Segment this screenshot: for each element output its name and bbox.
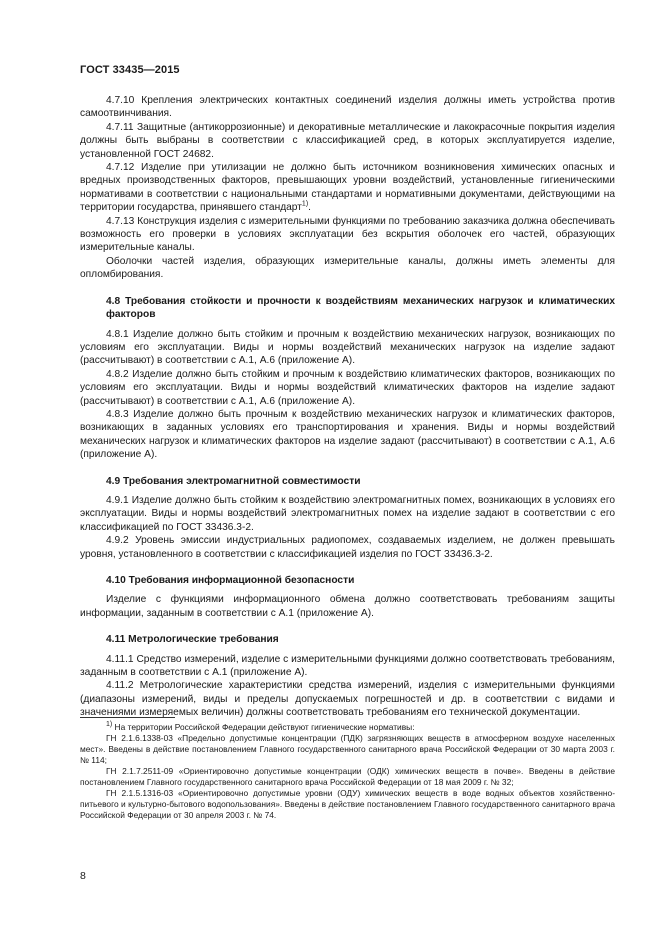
- paragraph-4-8-3: 4.8.3 Изделие должно быть прочным к воздействию механических нагрузок и климатических факторов, возникающих в заданных условиях его транспортирования и хранения. Виды и нормы воздействий механических нагрузок и климатических факторов на изделие задают (рассчитывают) в соответствии с А.1, А.6 (приложение А).: [80, 408, 615, 461]
- paragraph-4-10: Изделие с функциями информационного обмена должно соответствовать требованиям защиты информации, заданным в соответствии с А.1 (приложение А).: [80, 594, 615, 619]
- page-header-doc-id: ГОСТ 33435—2015: [80, 64, 180, 76]
- paragraph-4-9-1: 4.9.1 Изделие должно быть стойким к воздействию электромагнитных помех, возникающих в условиях его эксплуатации. Виды и нормы воздействий электромагнитных помех на изделие задают в соответствии с его классификацией по ГОСТ 33436.3-2.: [80, 494, 615, 533]
- section-heading-4-9: 4.9 Требования электромагнитной совместимости: [106, 475, 361, 487]
- main-content: [80, 94, 615, 720]
- paragraph-4-7-13: 4.7.13 Конструкция изделия с измерительными функциями по требованию заказчика должна обеспечивать возможность его проверки в условиях эксплуатации без вскрытия оболочек его частей, образующих измерительные каналы.: [80, 215, 615, 254]
- paragraph-4-11-1: 4.11.1 Средство измерений, изделие с измерительными функциями должно соответствовать требованиям, заданным в соответствии с А.1 (приложение А).: [80, 653, 615, 679]
- paragraph-4-8-2: 4.8.2 Изделие должно быть стойким и прочным к воздействию климатических факторов, возникающих по условиям его эксплуатации. Виды и нормы воздействий климатических факторов на изделие задают (рассчитывают) в соответствии с А.1, А.6 (приложение А).: [80, 368, 615, 407]
- footnote-gn-2-1-5-1316-03: ГН 2.1.5.1316-03 «Ориентировочно допустимые уровни (ОДУ) химических веществ в воде водных объектов хозяйственно-питьевого и культурно-бытового водопользования». Введены в действие постановлением Главного государственного санитарного врача Российской Федерации от 30 апреля 2003 г. № 74.: [80, 788, 615, 820]
- paragraph-4-7-11: 4.7.11 Защитные (антикоррозионные) и декоративные металлические и лакокрасочные покрытия изделия должны быть выбраны в соответствии с классификацией сред, в которых эксплуатируется изделие, установленной ГОСТ 24682.: [80, 121, 615, 160]
- footnote-divider: [80, 717, 175, 718]
- footnote-gn-2-1-7-2511-09: ГН 2.1.7.2511-09 «Ориентировочно допустимые концентрации (ОДК) химических веществ в почве». Введены в действие постановлением Главного государственного санитарного врача Российской Федерации от 18 мая 2009 г. № 32;: [80, 766, 615, 787]
- section-heading-4-8: 4.8 Требования стойкости и прочности к воздействиям механических нагрузок и климатических факторов: [106, 295, 615, 321]
- paragraph-4-8-1: 4.8.1 Изделие должно быть стойким и прочным к воздействию механических нагрузок, возникающих по условиям его эксплуатации. Виды и нормы воздействий механических нагрузок на изделие задают (рассчитывают) в соответствии с А.1, А.6 (приложение А).: [80, 328, 615, 367]
- paragraph-4-7-12-text: 4.7.12 Изделие при утилизации не должно быть источником возникновения химических опасных и вредных производственных факторов, превышающих уровни воздействий, установленные гигиеническими нормативами в соответствии с национальными стандартами и нормативными документами, действующими на территории государства, принявшего стандарт: [80, 162, 615, 214]
- paragraph-4-7-13-sealing: Оболочки частей изделия, образующих измерительные каналы, должны иметь элементы для опломбирования.: [80, 255, 615, 281]
- footnote-gn-2-1-6-1338-03: ГН 2.1.6.1338-03 «Предельно допустимые концентрации (ПДК) загрязняющих веществ в атмосферном воздухе населенных мест». Введены в действие постановлением Главного государственного санитарного врача Российской Федерации от 30 марта 2003 г. № 114;: [80, 733, 615, 765]
- footnote-1-intro: [80, 722, 615, 733]
- footnotes: [80, 722, 615, 821]
- footnote-1-intro-text: На территории Российской Федерации действуют гигиенические нормативы:: [112, 722, 415, 732]
- section-heading-4-10: 4.10 Требования информационной безопасности: [106, 575, 355, 586]
- paragraph-4-11-2: 4.11.2 Метрологические характеристики средства измерений, изделия с измерительными функциями (диапазоны измерений, виды и пределы допускаемых погрешностей и др. в соответствии с видами и значениями измеряемых величин) должны соответствовать требованиям его технической документации.: [80, 680, 615, 719]
- paragraph-4-7-10: 4.7.10 Крепления электрических контактных соединений изделия должны иметь устройства против самоотвинчивания.: [80, 95, 615, 120]
- paragraph-4-7-12: [80, 161, 615, 215]
- section-heading-4-11: 4.11 Метрологические требования: [106, 634, 279, 646]
- paragraph-4-7-12-end: .: [308, 202, 311, 214]
- footnote-reference: 1): [301, 200, 309, 208]
- footnote-marker: 1): [106, 721, 113, 729]
- page-number: 8: [80, 870, 86, 882]
- paragraph-4-9-2: 4.9.2 Уровень эмиссии индустриальных радиопомех, создаваемых изделием, не должен превышать уровня, установленного в соответствии с классификацией изделия по ГОСТ 33436.3-2.: [80, 535, 615, 560]
